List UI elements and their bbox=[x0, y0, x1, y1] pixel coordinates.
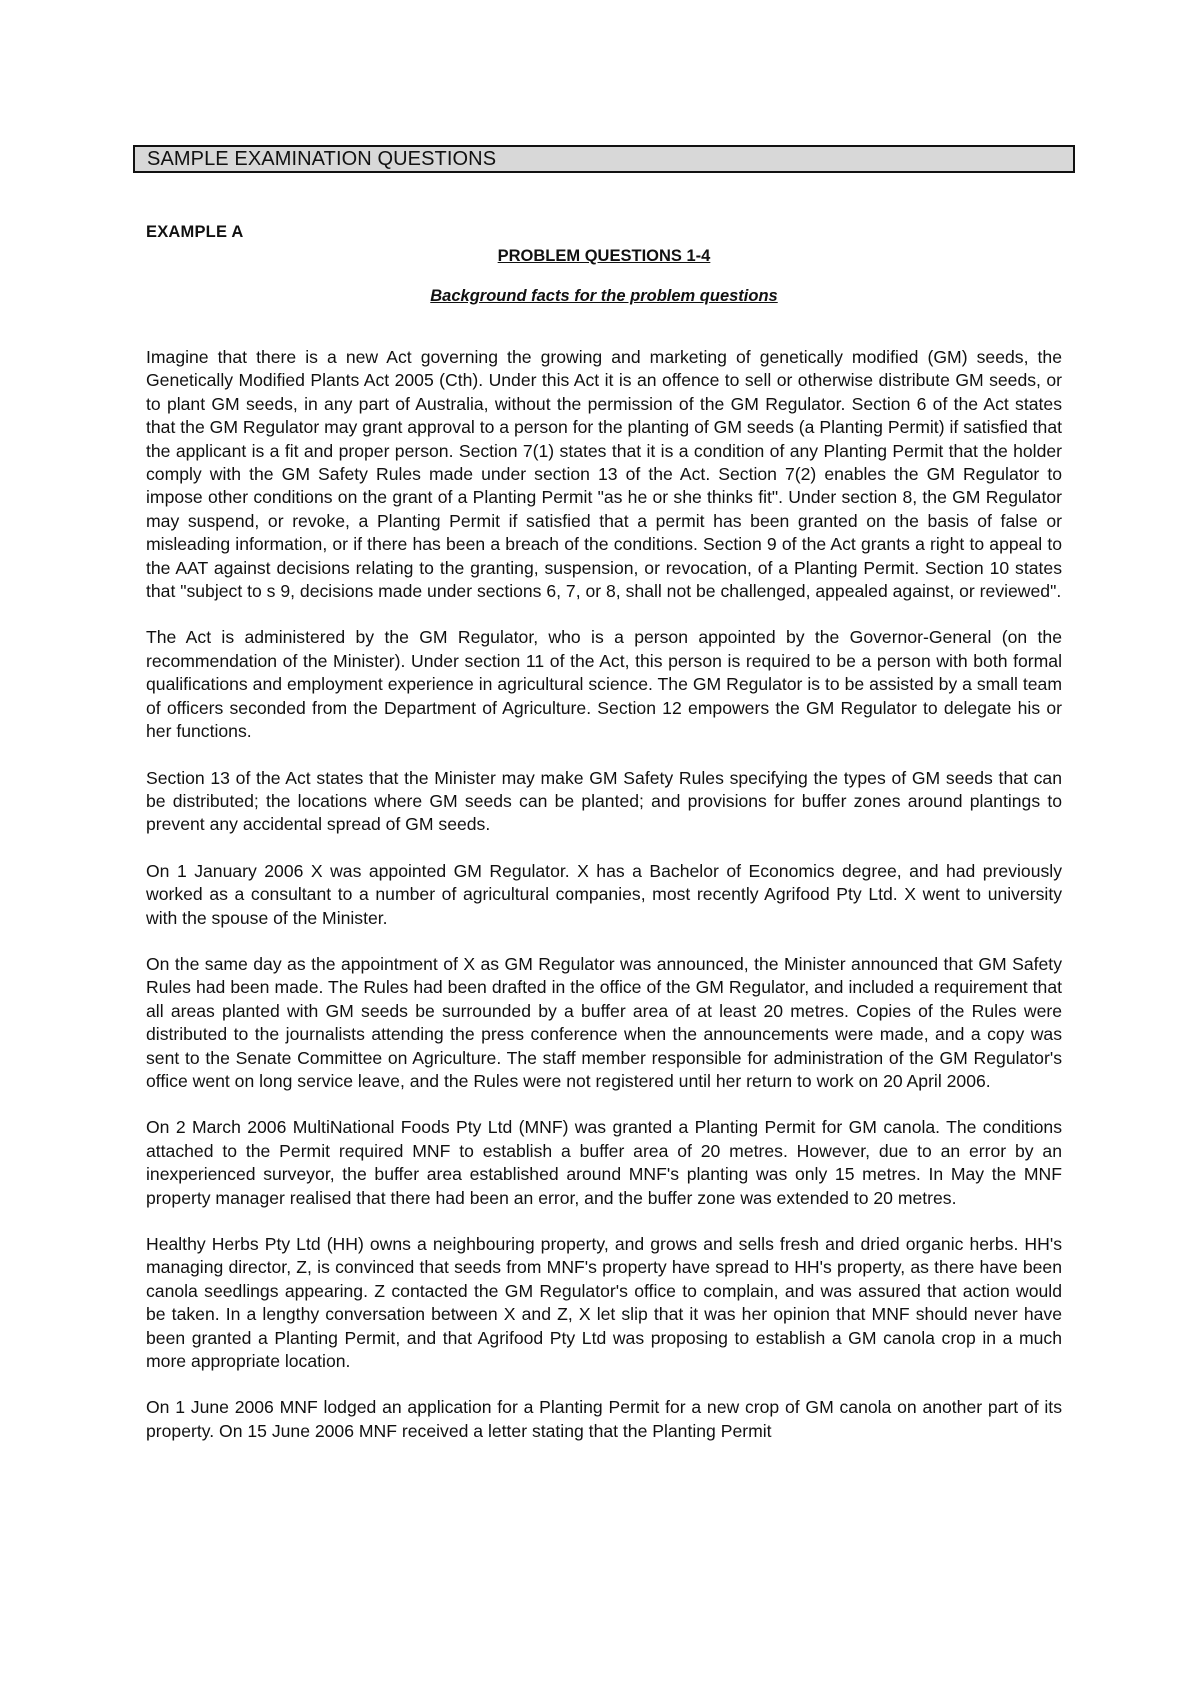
paragraph-act-overview: Imagine that there is a new Act governing the growing and marketing of genetically modified (GM) seeds, the Genetically Modified Plants Act 2005 (Cth). Under this Act it is an offence to sell or otherwise distribute GM seeds, or to plant GM seeds, in any part of Australia, without the permission of the GM Regulator. Section 6 of the Act states that the GM Regulator may grant approval to a person for the planting of GM seeds (a Planting Permit) if satisfied that the applicant is a fit and proper person. Section 7(1) states that it is a condition of any Planting Permit that the holder comply with the GM Safety Rules made under section 13 of the Act. Section 7(2) enables the GM Regulator to impose other conditions on the grant of a Planting Permit "as he or she thinks fit". Under section 8, the GM Regulator may suspend, or revoke, a Planting Permit if satisfied that a permit has been granted on the basis of false or misleading information, or if there has been a breach of the conditions. Section 9 of the Act grants a right to appeal to the AAT against decisions relating to the granting, suspension, or revocation, of a Planting Permit. Section 10 states that "subject to s 9, decisions made under sections 6, 7, or 8, shall not be challenged, appealed against, or reviewed". bbox=[146, 347, 1062, 602]
paragraph-healthy-herbs: Healthy Herbs Pty Ltd (HH) owns a neighbouring property, and grows and sells fresh and dried organic herbs. HH's managing director, Z, is convinced that seeds from MNF's property have spread to HH's property, as there have been canola seedlings appearing. Z contacted the GM Regulator's office to complain, and was assured that action would be taken. In a lengthy conversation between X and Z, X let slip that it was her opinion that MNF should never have been granted a Planting Permit, and that Agrifood Pty Ltd was proposing to establish a GM canola crop in a much more appropriate location. bbox=[146, 1234, 1062, 1372]
document-title: SAMPLE EXAMINATION QUESTIONS bbox=[133, 145, 1075, 173]
paragraph-gm-regulator: The Act is administered by the GM Regulator, who is a person appointed by the Governor-General (on the recommendation of the Minister). Under section 11 of the Act, this person is required to be a person with both formal qualifications and employment experience in agricultural science. The GM Regulator is to be assisted by a small team of officers seconded from the Department of Agriculture. Section 12 empowers the GM Regulator to delegate his or her functions. bbox=[146, 627, 1062, 742]
paragraph-rules-announcement: On the same day as the appointment of X as GM Regulator was announced, the Minister announced that GM Safety Rules had been made. The Rules had been drafted in the office of the GM Regulator, and included a requirement that all areas planted with GM seeds be surrounded by a buffer area of at least 20 metres. Copies of the Rules were distributed to the journalists attending the press conference when the announcements were made, and a copy was sent to the Senate Committee on Agriculture. The staff member responsible for administration of the GM Regulator's office went on long service leave, and the Rules were not registered until her return to work on 20 April 2006. bbox=[146, 953, 1062, 1091]
paragraph-appointment-x: On 1 January 2006 X was appointed GM Regulator. X has a Bachelor of Economics degree, and had previously worked as a consultant to a number of agricultural companies, most recently Agrifood Pty Ltd. X went to university with the spouse of the Minister. bbox=[146, 860, 1062, 928]
background-facts-heading: Background facts for the problem questions bbox=[430, 287, 778, 305]
paragraph-mnf-permit: On 2 March 2006 MultiNational Foods Pty Ltd (MNF) was granted a Planting Permit for GM canola. The conditions attached to the Permit required MNF to establish a buffer area of 20 metres. However, due to an error by an inexperienced surveyor, the buffer area established around MNF's planting was only 15 metres. In May the MNF property manager realised that there had been an error, and the buffer zone was extended to 20 metres. bbox=[146, 1117, 1062, 1208]
document-body bbox=[146, 346, 1062, 1466]
paragraph-new-application: On 1 June 2006 MNF lodged an application for a Planting Permit for a new crop of GM canola on another part of its property. On 15 June 2006 MNF received a letter stating that the Planting Permit bbox=[146, 1397, 1062, 1441]
example-label: EXAMPLE A bbox=[146, 223, 244, 241]
paragraph-safety-rules: Section 13 of the Act states that the Minister may make GM Safety Rules specifying the types of GM seeds that can be distributed; the locations where GM seeds can be planted; and provisions for buffer zones around plantings to prevent any accidental spread of GM seeds. bbox=[146, 767, 1062, 835]
problem-questions-heading: PROBLEM QUESTIONS 1-4 bbox=[497, 247, 711, 265]
